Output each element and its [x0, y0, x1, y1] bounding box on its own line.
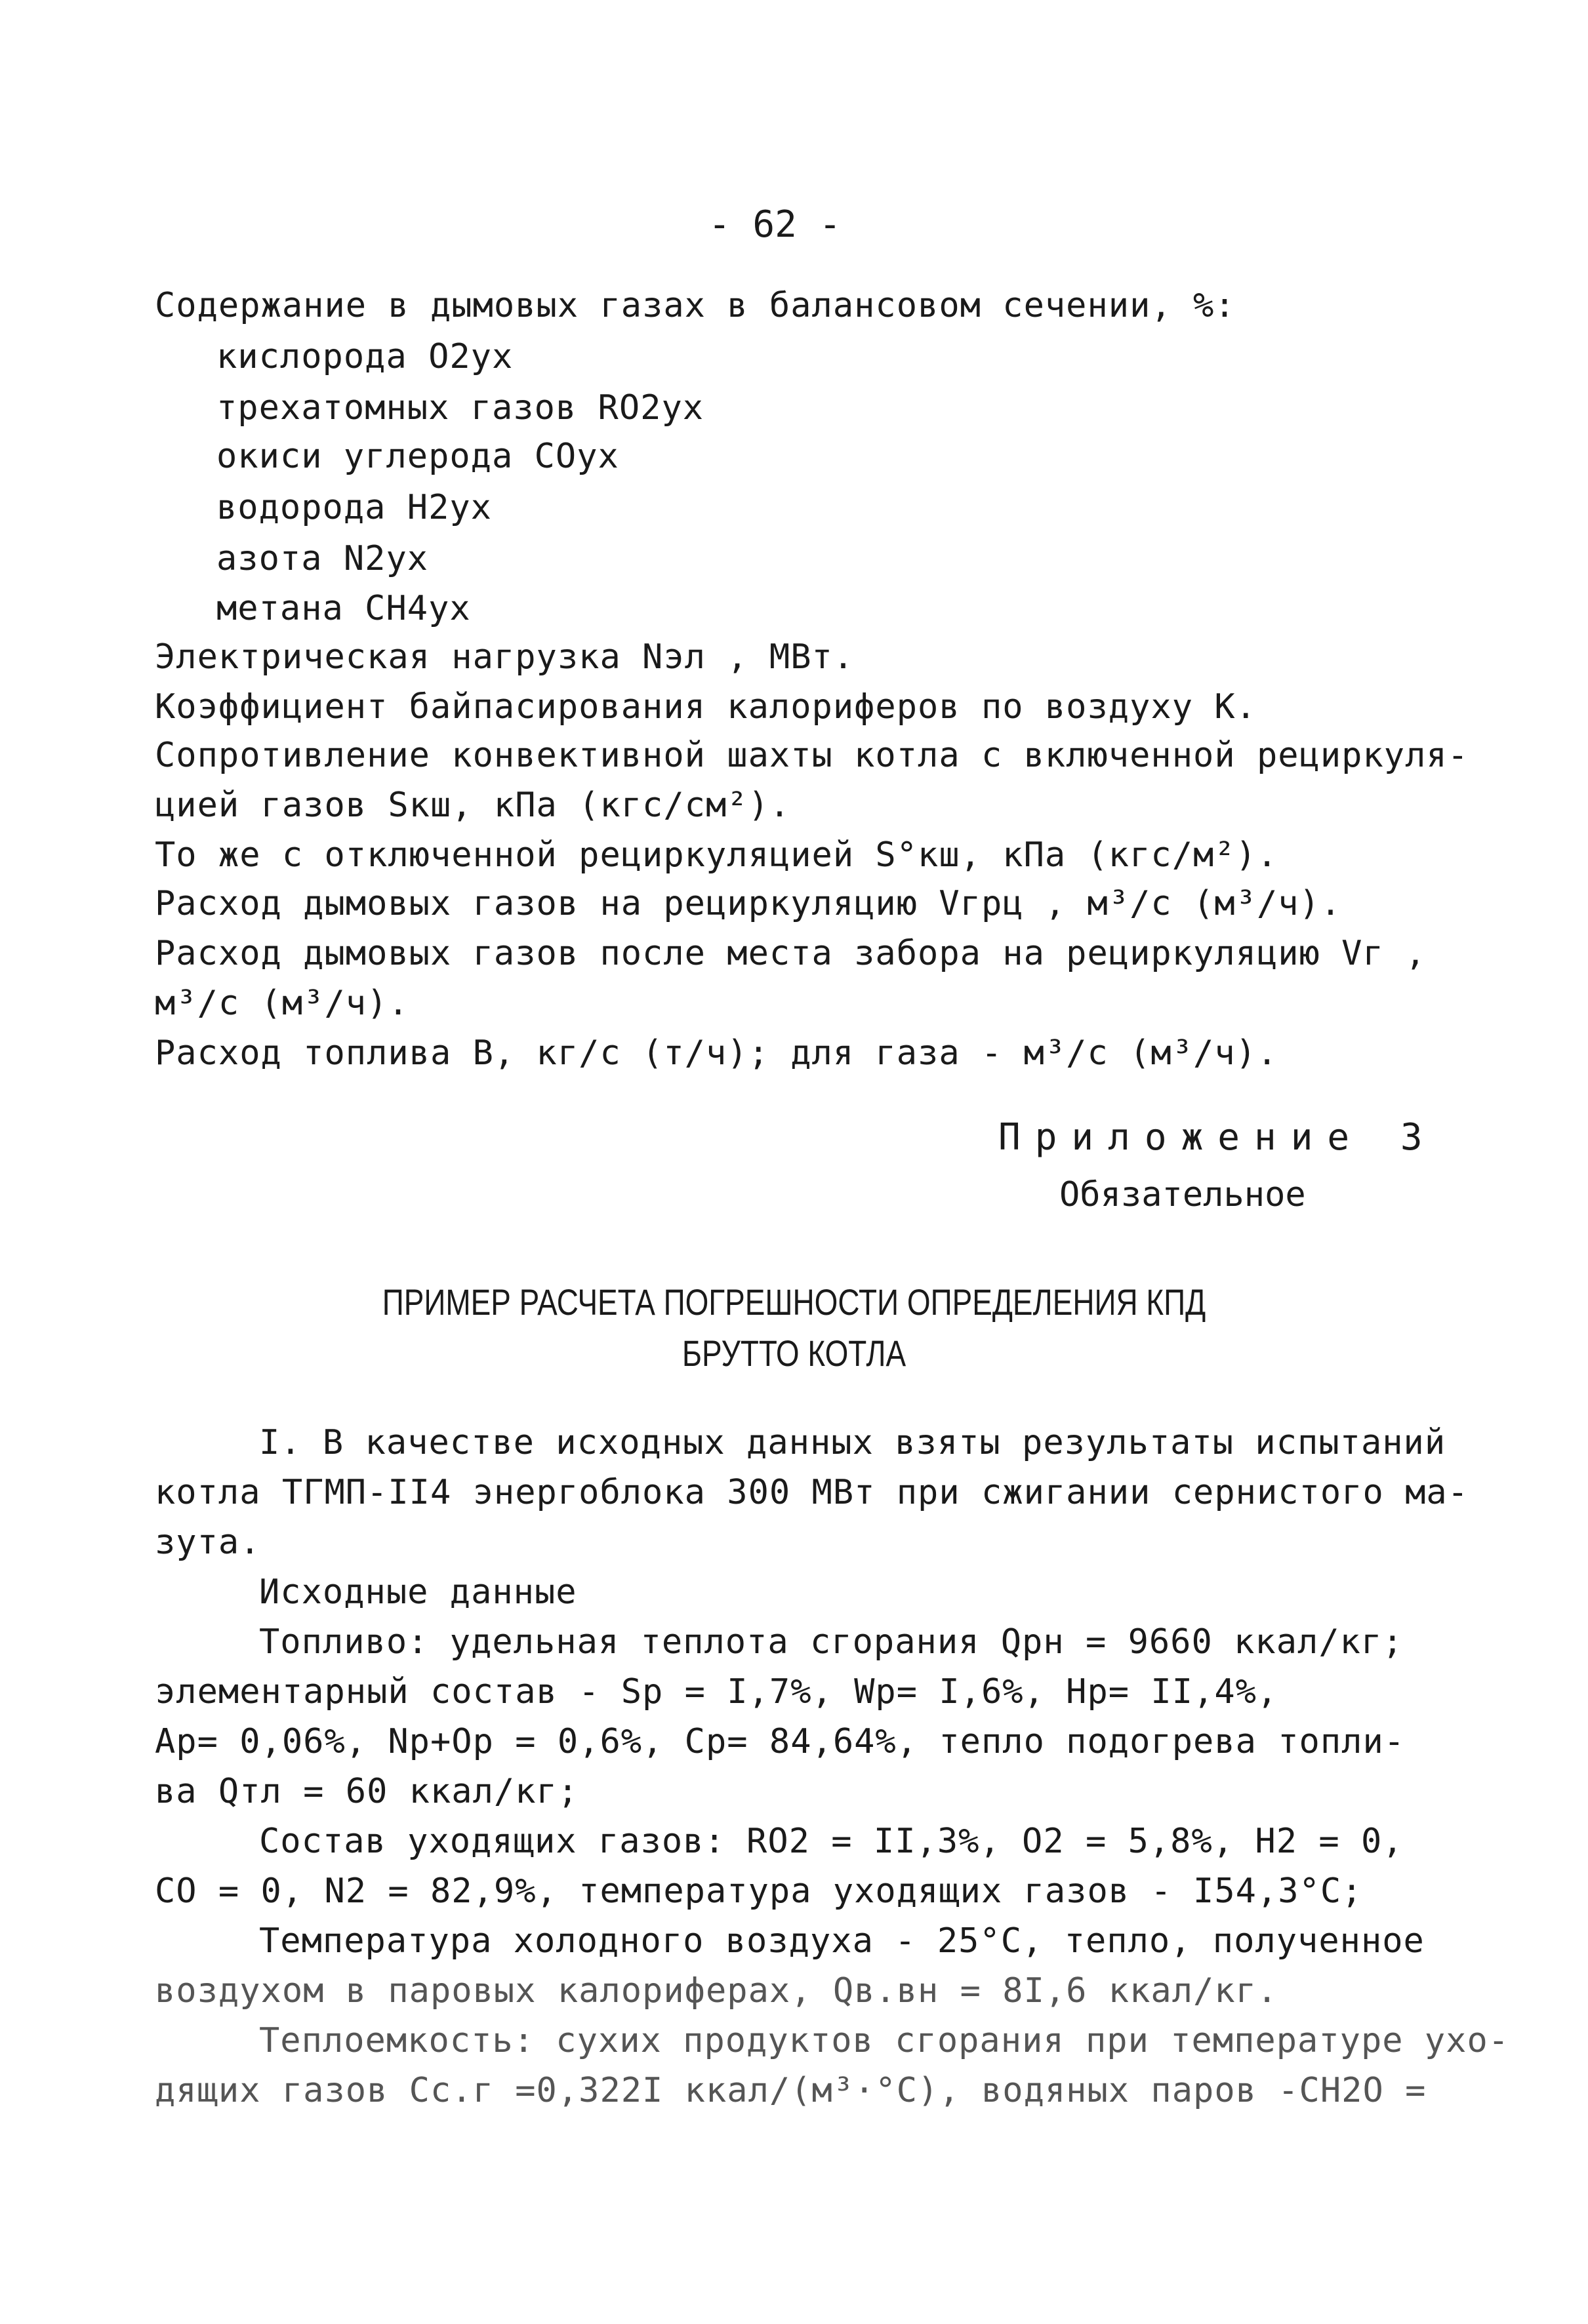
text-line: трехатомных газов RO2ух	[216, 388, 704, 428]
text-line: Сопротивление конвективной шахты котла с включенной рециркуля-	[155, 736, 1469, 775]
text-line: То же с отключенной рециркуляцией S°кш, кПа (кгс/м²).	[155, 835, 1278, 875]
text-line: Электрическая нагрузка Nэл , МВт.	[155, 637, 855, 677]
body-line: зута.	[155, 1523, 261, 1562]
body-line: Aр= 0,06%, Nр+Oр = 0,6%, Cр= 84,64%, тепло подогрева топли-	[155, 1722, 1406, 1761]
text-line: м³/с (м³/ч).	[155, 984, 409, 1023]
body-line: воздухом в паровых калориферах, Qв.вн = 8I,6 ккал/кг.	[155, 1971, 1278, 2011]
body-line: Исходные данные	[259, 1573, 577, 1612]
text-line: окиси углерода COух	[216, 437, 619, 476]
page-number: - 62 -	[708, 203, 842, 246]
section-heading: БРУТТО КОТЛА	[682, 1332, 906, 1374]
text-line: цией газов Sкш, кПа (кгс/см²).	[155, 786, 791, 825]
body-line: I. В качестве исходных данных взяты результаты испытаний	[259, 1423, 1446, 1462]
text-line: кислорода O2ух	[216, 337, 514, 376]
text-line: Расход дымовых газов на рециркуляцию Vгрц , м³/с (м³/ч).	[155, 884, 1342, 923]
text-line: водорода H2ух	[216, 488, 492, 527]
text-line: Расход топлива B, кг/с (т/ч); для газа - м³/с (м³/ч).	[155, 1033, 1278, 1073]
body-line: элементарный состав - Sр = I,7%, Wр= I,6%, Hр= II,4%,	[155, 1672, 1278, 1712]
section-heading: ПРИМЕР РАСЧЕТА ПОГРЕШНОСТИ ОПРЕДЕЛЕНИЯ КПД	[382, 1281, 1206, 1323]
body-line: Температура холодного воздуха - 25°С, тепло, полученное	[259, 1921, 1425, 1961]
text-line: азота N2ух	[216, 539, 429, 578]
body-line: Состав уходящих газов: RO2 = II,3%, O2 = 5,8%, H2 = 0,	[259, 1822, 1404, 1861]
body-line: Топливо: удельная теплота сгорания Qрн = 9660 ккал/кг;	[259, 1622, 1404, 1662]
text-line: метана CH4ух	[216, 589, 471, 628]
body-line: котла ТГМП-II4 энергоблока 300 МВт при сжигании сернистого ма-	[155, 1473, 1469, 1512]
text-line: Расход дымовых газов после места забора на рециркуляцию Vг ,	[155, 934, 1427, 973]
body-line: дящих газов Cс.г =0,322I ккал/(м³·°С), водяных паров -CH2O =	[155, 2071, 1427, 2110]
appendix-subtitle: Обязательное	[1059, 1175, 1306, 1214]
appendix-title: Приложение 3	[998, 1116, 1437, 1159]
body-line: ва Qтл = 60 ккал/кг;	[155, 1772, 579, 1811]
body-line: CO = 0, N2 = 82,9%, температура уходящих газов - I54,3°С;	[155, 1872, 1363, 1911]
text-line: Коэффициент байпасирования калориферов по воздуху К.	[155, 687, 1257, 727]
text-line: Содержание в дымовых газах в балансовом сечении, %:	[155, 286, 1236, 325]
body-line: Теплоемкость: сухих продуктов сгорания при температуре ухо-	[259, 2021, 1510, 2060]
